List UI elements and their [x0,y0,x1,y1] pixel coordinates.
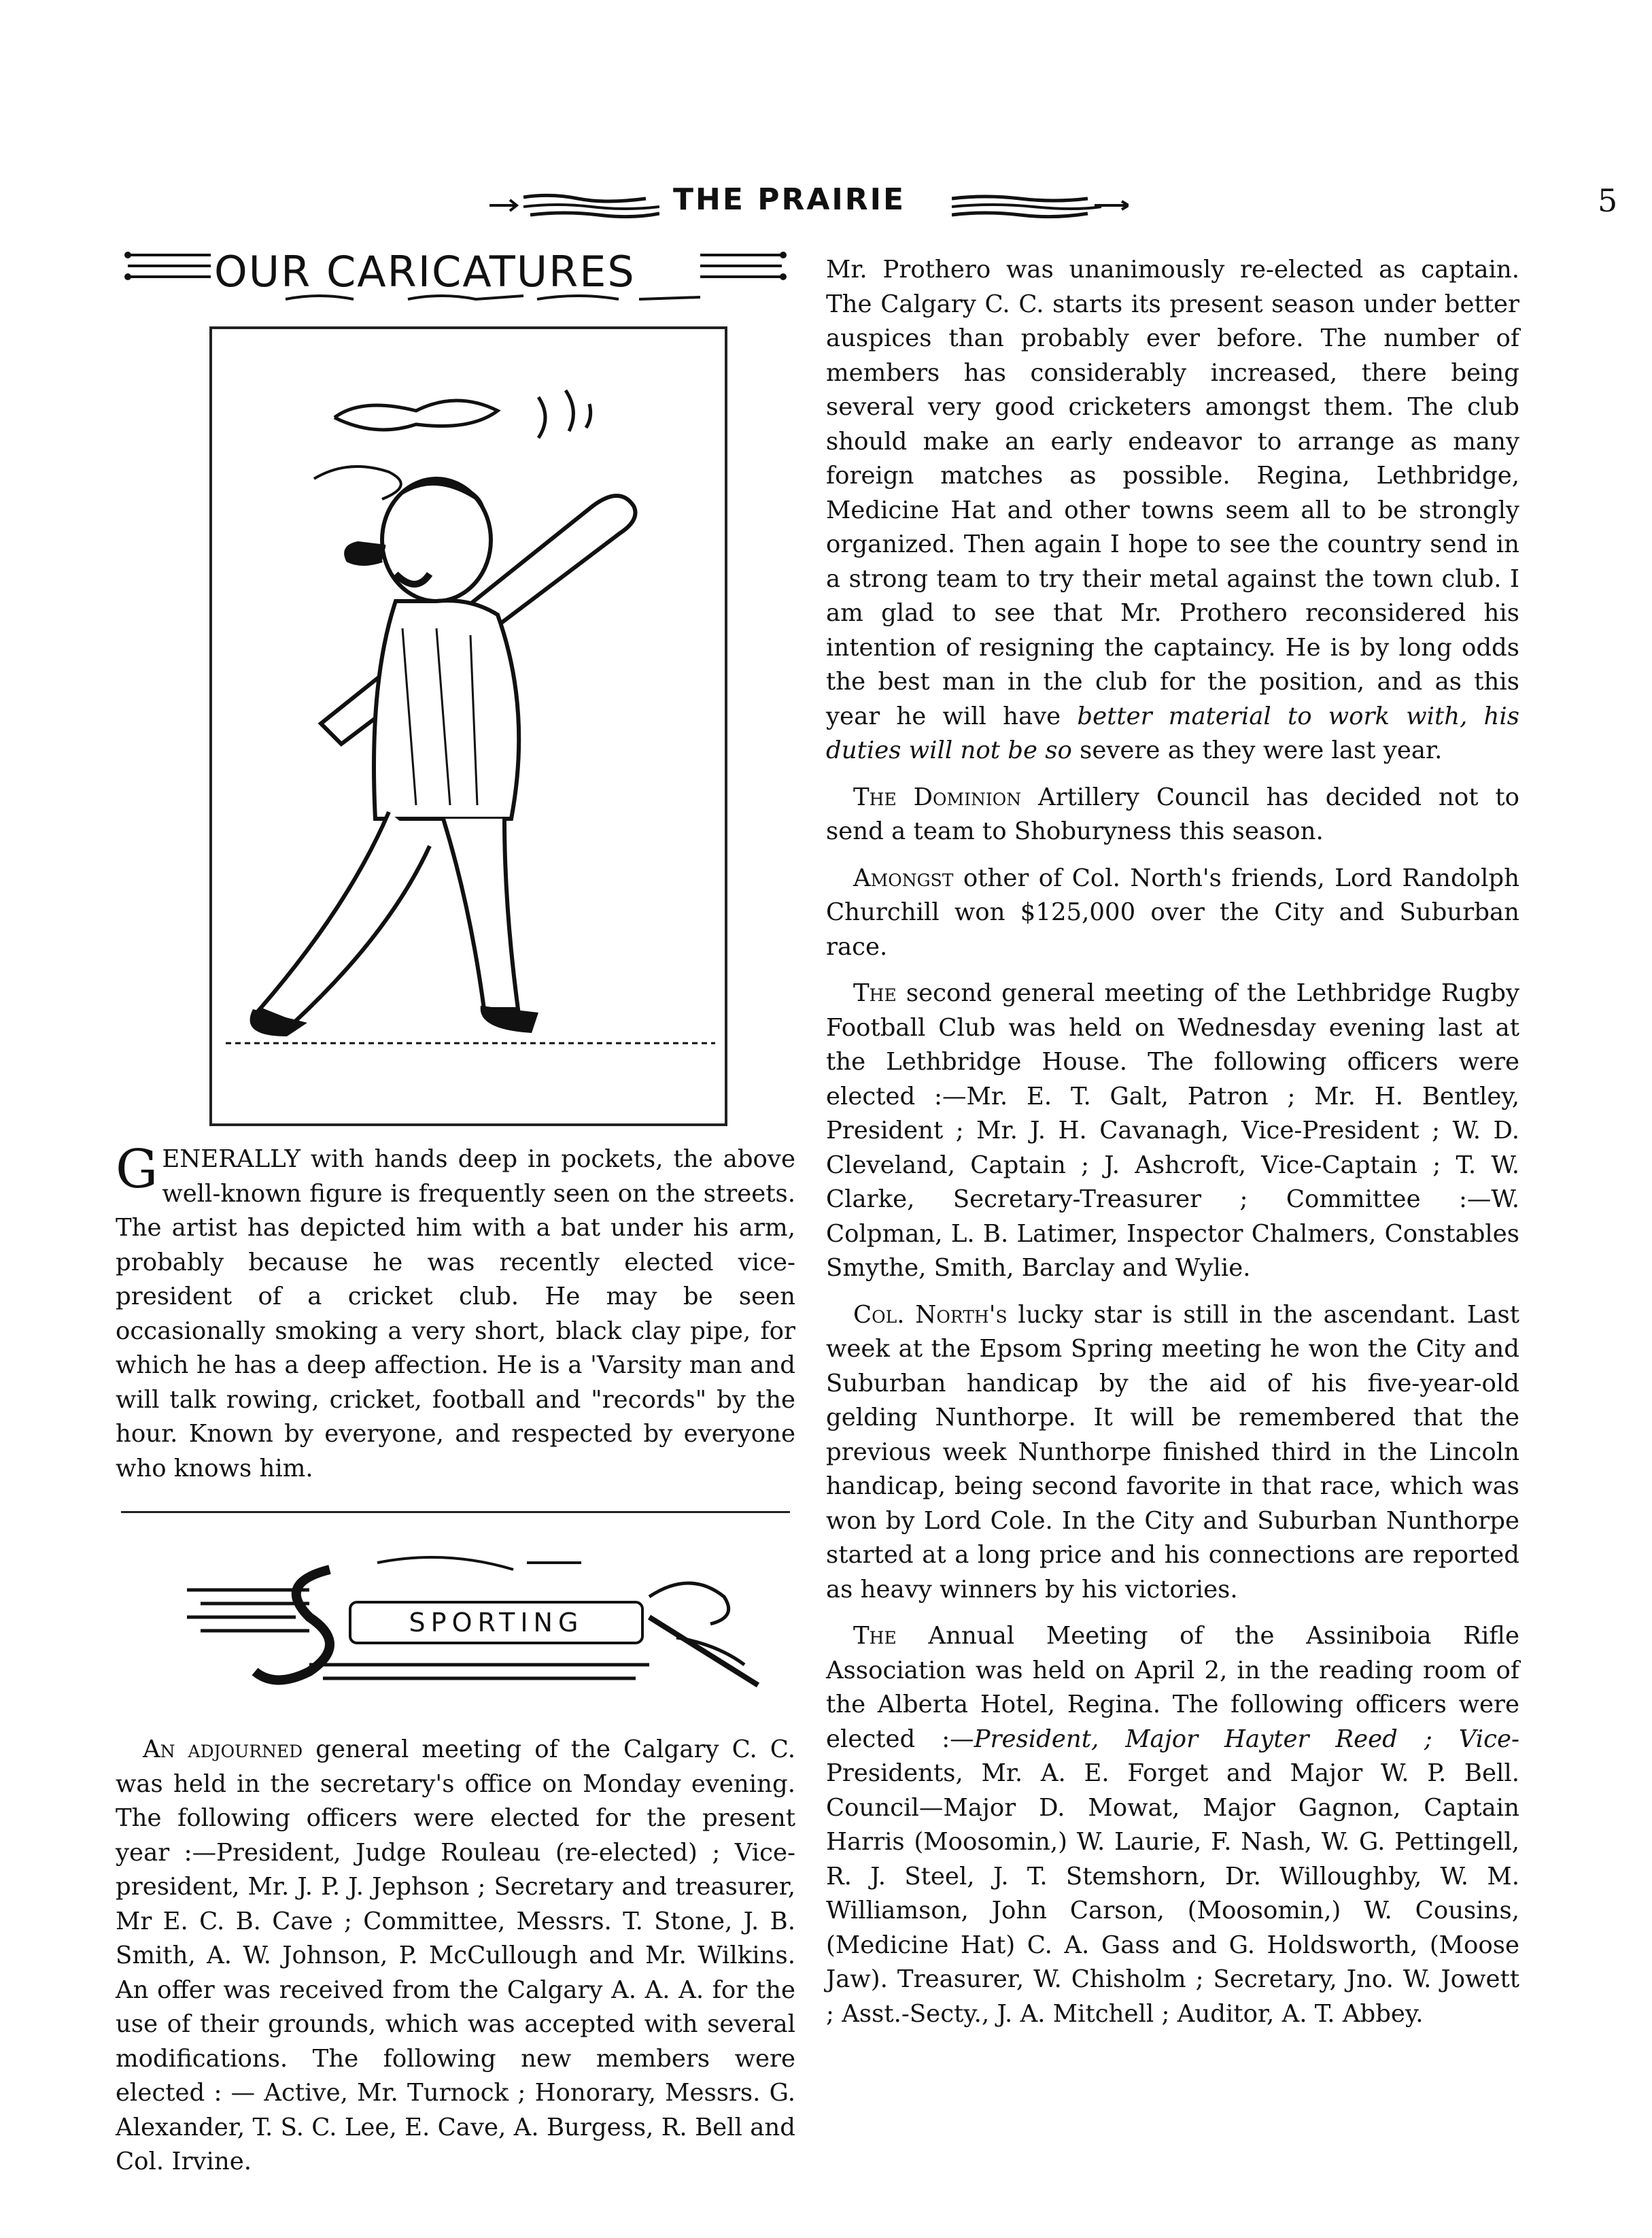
paragraph-text: lucky star is still in the ascendant. Last week at the Epsom Spring meeting he won the City and Suburban handicap by the aid of his five-year-old gelding Nunthorpe. It will be remembered that the previous week Nunthorpe finished third in the Lincoln handicap, being second favorite in that race, which was won by Lord Cole. In the City and Suburban Nunthorpe started at a long price and his connections are reported as heavy winners by his victories. [826,1300,1520,1604]
paragraph-text: other of Col. North's friends, Lord Randolph Churchill won $125,000 over the City and Suburban race. [826,864,1519,961]
caricature-drawing [212,329,725,1123]
lead-words: Amongst [853,864,954,892]
page-number: 5 [1598,182,1618,219]
right-column [826,253,1519,2031]
paragraph-text: second general meeting of the Lethbridge Rugby Football Club was held on Wednesday evening last at the Lethbridge House. The following officers were elected :—Mr. E. T. Galt, Patron ; Mr. H. Bentley, President ; Mr. J. H. Cavanagh, Vice-President ; W. D. Cleveland, Captain ; J. Ashcroft, Vice-Captain ; T. W. Clarke, Secretary-Treasurer ; Committee :—W. Colpman, L. B. Latimer, Inspector Chalmers, Constables Smythe, Smith, Barclay and Wylie. [826,979,1519,1282]
caricatures-heading [116,235,795,316]
lead-words: The [853,979,897,1007]
lead-words: The [853,1622,897,1650]
lead-words: The Dominion [853,783,1022,811]
sporting-title: SPORTING [409,1608,584,1638]
paragraph-col-north [826,1298,1519,1608]
paragraph-dominion [826,781,1519,849]
running-header [476,182,1142,230]
paragraph-rifle-association [826,1619,1519,2031]
caricature-caption [116,1139,795,1486]
italic-text: better material to work with, his duties will not be so [826,702,1519,764]
right-header-ornament [952,192,1129,219]
lead-words: An adjourned [143,1735,303,1763]
left-header-ornament [489,192,659,219]
paragraph-amongst [826,862,1519,965]
paragraph-text: general meeting of the Calgary C. C. was held in the secretary's office on Monday evening. The following officers were elected for the present year :—President, Judge Rouleau (re-elected) ; Vice-president, Mr. J. P. J. Jephson ; Secretary and treasurer, Mr E. C. B. Cave ; Committee, Messrs. T. Stone, J. B. Smith, A. W. Johnson, P. McCullough and Mr. Wilkins. An offer was received from the Calgary A. A. A. for the use of their grounds, which was accepted with several modifications. The following new members were elected : — Active, Mr. Turnock ; Honorary, Messrs. G. Alexander, T. S. C. Lee, E. Cave, A. Burgess, R. Bell and Col. Irvine. [116,1735,795,2175]
sporting-paragraph [116,1733,795,2180]
paragraph-text: Artillery Council has decided not to send a team to Shoburyness this season. [826,783,1519,845]
paragraph-text: severe as they were last year. [1071,736,1443,764]
section-divider [121,1511,790,1513]
paragraph-text: Mr. Prothero was unanimously re-elected as captain. The Calgary C. C. starts its present season under better auspices than probably ever before. The number of members has considerably increased, there being several very good cricketers amongst them. The club should make an early endeavor to arrange as many foreign matches as possible. Regina, Lethbridge, Medicine Hat and other towns seem all to be strongly organized. Then again I hope to see the country send in a strong team to try their metal against the town club. I am glad to see that Mr. Prothero reconsidered his intention of resigning the captaincy. He is by long odds the best man in the club for the position, and as this year he will have [826,256,1519,730]
caricatures-title: OUR CARICATURES [214,247,636,296]
paragraph-text: Presidents, Mr. A. E. Forget and Major W. P. Bell. Council—Major D. Mowat, Major Gagnon, Captain Harris (Moosomin,) W. Laurie, F. Nash, W. G. Pettingell, R. J. Steel, J. T. Stemshorn, Dr. Willoughby, W. M. Williamson, John Carson, (Moosomin,) W. Cousins, (Medicine Hat) C. A. Gass and G. Holdsworth, (Moose Jaw). Treasurer, W. Chisholm ; Secretary, Jno. W. Jowett ; Asst.-Secty., J. A. Mitchell ; Auditor, A. T. Abbey. [826,1759,1519,2028]
paragraph-text: Annual Meeting of the Assiniboia Rifle Association was held on April 2, in the reading room of the Alberta Hotel, Regina. The following officers were elected :— [826,1622,1519,1753]
italic-text: President, Major Hayter Reed ; Vice- [974,1725,1519,1753]
caricature-illustration [209,326,727,1126]
sporting-heading [173,1542,772,1699]
paragraph-lethbridge [826,977,1519,1286]
lead-words: Col. North's [853,1300,1008,1329]
drop-cap: G [116,1139,158,1200]
caption-text: ENERALLY with hands deep in pockets, the above well-known figure is frequently seen on the streets. The artist has depicted him with a bat under his arm, probably because he was recently elected vice-president of a cricket club. He may be seen occasionally smoking a very short, black clay pipe, for which he has a deep affection. He is a 'Varsity man and will talk rowing, cricket, football and "records" by the hour. Known by everyone, and respected by everyone who knows him. [116,1145,795,1482]
header-title: THE PRAIRIE [673,182,906,217]
paragraph-prothero [826,253,1519,768]
